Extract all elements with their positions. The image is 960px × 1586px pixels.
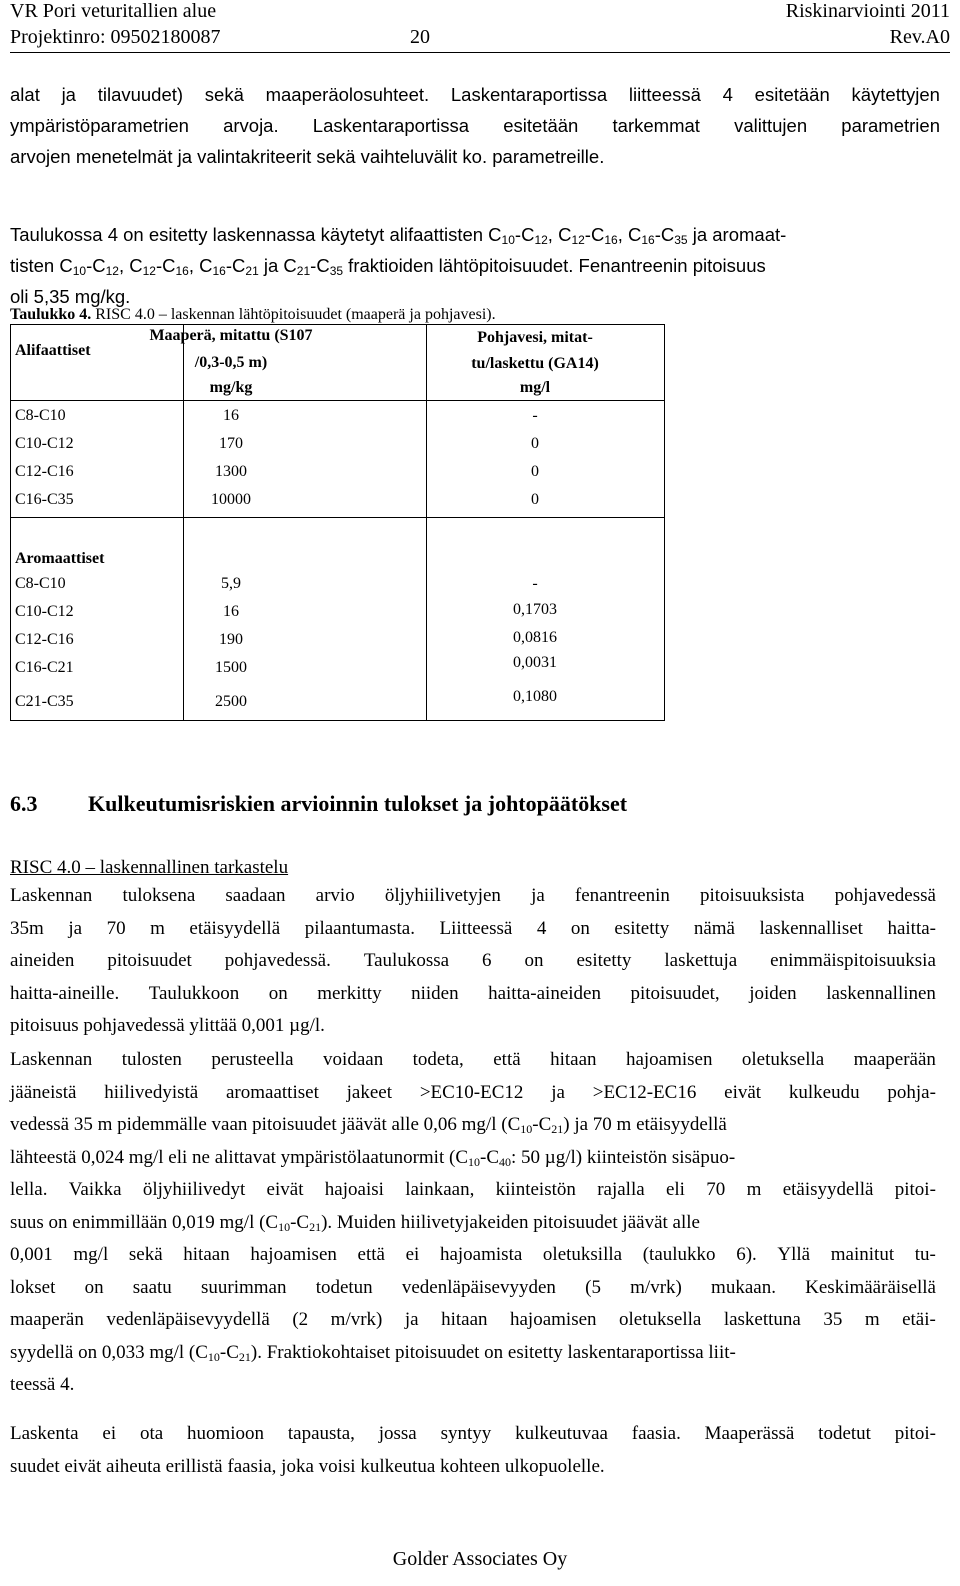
word: Liitteessä (439, 917, 513, 939)
col-header-soil-depth: /0,3-0,5 m) (194, 354, 268, 371)
word: pitoisuudet (107, 950, 192, 971)
word: Laskennan (10, 885, 93, 906)
word: esitetty (614, 917, 670, 939)
word: oletuksella (741, 1049, 825, 1070)
table-cell-soil: 16 (223, 603, 239, 620)
word: parametrien (841, 115, 940, 136)
table-cell-fraction: C12-C16 (15, 631, 74, 648)
word: ja (61, 84, 76, 105)
paragraph-results (10, 880, 936, 1043)
col-header-aliphatic: Alifaattiset (15, 342, 91, 359)
word: pitoi- (894, 1179, 936, 1200)
word: laskennalliset (759, 917, 863, 939)
word: joiden (749, 982, 797, 1004)
text-line: teessä 4. (10, 1374, 75, 1395)
word: eivät (724, 1081, 762, 1103)
paragraph-table-intro (10, 219, 786, 312)
table-cell-fraction: C10-C12 (15, 603, 74, 620)
word: tapausta, (287, 1423, 355, 1444)
word: 70 (106, 917, 126, 939)
word: on (84, 1276, 104, 1298)
col-header-soil: Maaperä, mitattu (S107 (149, 327, 313, 344)
word: saatu (132, 1276, 172, 1298)
word: arvio (315, 885, 355, 906)
text-line: arvojen menetelmät ja valintakriteerit sekä vaihteluvälit ko. parametreille. (10, 146, 605, 167)
text-line: suudet eivät aiheuta erillistä faasia, joka voisi kulkeutua kohteen ulkopuolelle. (10, 1455, 605, 1477)
word: pohjavedessä (834, 885, 936, 906)
word: hajoamisen (625, 1049, 713, 1070)
word: pilaantumasta. (304, 917, 415, 939)
justified-line (10, 1304, 936, 1337)
word: pohja- (887, 1081, 936, 1103)
word: kulkeudu (788, 1081, 860, 1103)
table-cell-water: 0 (531, 491, 539, 508)
table-cell-fraction: C16-C35 (15, 491, 74, 508)
word: tu- (914, 1244, 936, 1265)
word: pitoi- (894, 1423, 936, 1444)
word: nämä (693, 917, 735, 939)
word: eli (665, 1179, 685, 1200)
word: mukaan. (711, 1276, 776, 1298)
word: ei (405, 1244, 420, 1265)
word: laskennallinen (826, 982, 936, 1004)
table-cell-soil: 2500 (215, 693, 247, 710)
word: valittujen (734, 115, 808, 136)
word: käytettyjen (851, 84, 940, 105)
word: hajoamista (439, 1244, 523, 1265)
word: jossa (378, 1423, 417, 1444)
word: aromaattiset (226, 1081, 319, 1103)
word: m (864, 1309, 880, 1330)
word: ja (531, 885, 545, 906)
table-cell-soil: 5,9 (221, 575, 241, 592)
word: on (268, 982, 288, 1004)
justified-line (10, 1174, 936, 1207)
word: (2 (292, 1309, 309, 1330)
word: rajalla (597, 1179, 645, 1200)
table-divider (11, 517, 664, 518)
word: 70 (706, 1179, 726, 1200)
word: etäi- (902, 1309, 936, 1330)
word: faasia. (631, 1423, 681, 1444)
table-cell-soil: 1500 (215, 659, 247, 676)
paragraph-parameters (10, 79, 940, 172)
table-cell-fraction: C8-C10 (15, 575, 66, 592)
word: ja (551, 1081, 565, 1103)
col-header-groundwater: Pohjavesi, mitat- (477, 329, 593, 346)
section-heading (10, 791, 627, 817)
table-cell-soil: 190 (219, 631, 243, 648)
word: pitoisuudet, (630, 982, 720, 1004)
word: aineiden (10, 950, 75, 971)
word: liitteessä (628, 84, 701, 105)
word: (5 (585, 1276, 601, 1298)
table-cell-water: 0,1080 (513, 688, 557, 705)
word: fenantreenin (574, 885, 670, 906)
word: Yllä (777, 1244, 811, 1265)
word: ympäristöparametrien (10, 115, 189, 136)
justified-line (10, 1077, 936, 1110)
word: hitaan (441, 1309, 488, 1330)
word: perusteella (211, 1049, 294, 1070)
word: hitaan (183, 1244, 230, 1265)
col-unit-groundwater: mg/l (519, 379, 551, 396)
table-cell-fraction: C16-C21 (15, 659, 74, 676)
word: Taulukkoon (148, 982, 240, 1004)
word: lokset (10, 1276, 56, 1298)
word: öljyhiilivetyjen (384, 885, 501, 906)
word: Keskimääräisellä (805, 1276, 936, 1298)
word: 0,001 (10, 1244, 53, 1265)
table-cell-water: - (532, 407, 538, 424)
word: ja (68, 917, 83, 939)
table-cell-soil: 170 (219, 435, 243, 452)
word: huomioon (187, 1423, 265, 1444)
table-cell-water: 0 (531, 435, 539, 452)
word: arvoja. (223, 115, 279, 136)
word: pohjavedessä. (224, 950, 331, 971)
word: sekä (128, 1244, 163, 1265)
word: maaperäolosuhteet. (265, 84, 430, 105)
word: esitetty (576, 950, 632, 971)
table-cell-water: 0 (531, 463, 539, 480)
word: oletuksella (619, 1309, 702, 1330)
table-divider (426, 325, 427, 720)
word: lainkaan, (405, 1179, 475, 1200)
table-cell-soil: 16 (223, 407, 239, 424)
word: hajoaisi (324, 1179, 384, 1200)
text-line: syydellä on 0,033 mg/l $(C_{10}-C_{21})$. Fraktiokohtaiset pitoisuudet on esitetty laskentaraportissa liit- (10, 1341, 736, 1364)
text-line: suus on enimmillään 0,019 mg/l $(C_{10}-C_{21})$. Muiden hiilivetyjakeiden pitoisuudet jäävät alle (10, 1211, 700, 1234)
subheading-risc: RISC 4.0 – laskennallinen tarkastelu (10, 857, 289, 878)
word: että (357, 1244, 385, 1265)
text-line: pitoisuus pohjavedessä ylittää 0,001 µg/l. (10, 1015, 325, 1036)
word: vedenläpäisevyyden (401, 1276, 556, 1298)
word: kulkeutuvaa (515, 1423, 608, 1444)
word: maaperään (853, 1049, 936, 1070)
word: etäisyydellä (189, 917, 281, 939)
word: esitetään (503, 115, 579, 136)
table-cell-water: 0,0816 (513, 629, 557, 646)
word: Laskenta (10, 1423, 79, 1444)
word: m/vrk) (630, 1276, 682, 1298)
text-line: tisten $C_{10}-C_{12}$, $C_{12}-C_{16}$, $C_{16}-C_{21}$ ja $C_{21}-C_{35}$ fraktioiden lähtöpitoisuudet. Fenantreenin pitoisuus (10, 255, 766, 278)
word: 4 (536, 917, 547, 939)
word: mainitut (830, 1244, 895, 1265)
table-cell-fraction: C12-C16 (15, 463, 74, 480)
section-number: 6.3 (10, 791, 38, 816)
word: (taulukko (642, 1244, 716, 1265)
table-cell-fraction: C10-C12 (15, 435, 74, 452)
table-cell-water: 0,0031 (513, 654, 557, 671)
text-line: vedessä 35 m pidemmälle vaan pitoisuudet jäävät alle 0,06 mg/l $(C_{10}-C_{21})$ ja 70 m etäisyydellä (10, 1114, 727, 1136)
word: Laskennan (10, 1049, 93, 1070)
justified-line (10, 1418, 936, 1451)
word: Vaikka (68, 1179, 122, 1200)
word: jakeet (346, 1081, 393, 1103)
word: mg/l (73, 1244, 109, 1265)
word: alat (10, 84, 40, 105)
word: oletuksilla (542, 1244, 623, 1265)
word: ota (139, 1423, 164, 1444)
word: 6). (736, 1244, 757, 1265)
word: tulosten (121, 1049, 182, 1070)
word: on (524, 950, 544, 971)
justified-line (10, 1044, 936, 1077)
table-cell-soil: 1300 (215, 463, 247, 480)
word: sekä (204, 84, 244, 105)
header-project-number: Projektinro: 09502180087 (10, 26, 221, 48)
word: >EC12-EC16 (592, 1081, 697, 1103)
justified-line (10, 110, 940, 141)
justified-line (10, 1239, 936, 1272)
word: ei (102, 1423, 117, 1444)
word: hajoamisen (250, 1244, 337, 1265)
word: 6 (482, 950, 492, 971)
word: 35m (10, 917, 44, 939)
justified-line (10, 79, 940, 110)
word: haitta-aineiden (488, 982, 601, 1004)
header-divider (10, 52, 950, 53)
word: tarkemmat (612, 115, 700, 136)
word: että (493, 1049, 521, 1070)
word: syntyy (440, 1423, 492, 1444)
word: esitetään (754, 84, 830, 105)
word: ja (404, 1309, 419, 1330)
header-revision: Rev.A0 (889, 26, 950, 48)
word: niiden (411, 982, 459, 1004)
paragraph-phase (10, 1418, 936, 1483)
word: pitoisuuksista (699, 885, 805, 906)
word: laskettuja (664, 950, 738, 971)
paragraph-conclusions (10, 1044, 936, 1402)
word: suurimman (201, 1276, 287, 1298)
word: Laskentaraportissa (312, 115, 470, 136)
word: haitta- (887, 917, 936, 939)
section-title: Kulkeutumisriskien arvioinnin tulokset ja johtopäätökset (88, 791, 628, 816)
word: hiilivedyistä (104, 1081, 199, 1103)
justified-line (10, 945, 936, 978)
col-header-groundwater-site: tu/laskettu (GA14) (471, 355, 599, 372)
word: saadaan (225, 885, 286, 906)
text-line: oli 5,35 mg/kg. (10, 286, 131, 307)
word: tuloksena (122, 885, 196, 906)
word: todetut (818, 1423, 871, 1444)
word: todeta, (412, 1049, 464, 1070)
word: hajoamisen (510, 1309, 597, 1330)
word: haitta-aineille. (10, 982, 120, 1004)
word: on (570, 917, 590, 939)
word: öljyhiilivedyt (142, 1179, 246, 1200)
word: maaperän (10, 1309, 84, 1330)
table-cell-soil: 10000 (211, 491, 251, 508)
word: vedenläpäisevyydellä (106, 1309, 270, 1330)
word: laskettuna (723, 1309, 801, 1330)
text-line: Taulukossa 4 on esitetty laskennassa käytetyt alifaattisten $C_{10}-C_{12}$, $C_{12}-C_{16}$, $C_{16}-C_{35}$ ja aromaat- (10, 224, 787, 247)
justified-line (10, 880, 936, 913)
word: etäisyydellä (782, 1179, 874, 1200)
justified-line (10, 978, 936, 1011)
word: eivät (266, 1179, 304, 1200)
word: tilavuudet) (97, 84, 184, 105)
header-document-title: Riskinarviointi 2011 (785, 0, 950, 22)
word: >EC10-EC12 (419, 1081, 524, 1103)
word: todetun (315, 1276, 373, 1298)
table-cell-fraction: C8-C10 (15, 407, 66, 424)
word: m/vrk) (330, 1309, 383, 1330)
word: Laskentaraportissa (450, 84, 608, 105)
word: 35 (823, 1309, 843, 1330)
justified-line (10, 913, 936, 946)
text-line: lähteestä 0,024 mg/l eli ne alittavat ympäristölaatunormit ($C_{10}-C_{40}$: 50 µg/l) kiinteistön sisäpuo- (10, 1146, 736, 1169)
word: 4 (722, 84, 733, 105)
word: merkitty (317, 982, 382, 1004)
word: enimmäispitoisuuksia (770, 950, 936, 971)
word: kiinteistön (495, 1179, 576, 1200)
table-cell-water: 0,1703 (513, 601, 557, 618)
word: jääneistä (10, 1081, 77, 1103)
concentration-table (10, 324, 665, 721)
footer-company: Golder Associates Oy (392, 1548, 568, 1570)
word: Taulukossa (363, 950, 450, 971)
word: hitaan (550, 1049, 597, 1070)
table-divider (11, 400, 664, 401)
table-cell-water: - (532, 575, 538, 592)
word: voidaan (323, 1049, 384, 1070)
header-page-number: 20 (410, 26, 430, 48)
word: Maaperässä (704, 1423, 795, 1444)
word: m (746, 1179, 762, 1200)
table-divider (183, 325, 184, 720)
word: lella. (10, 1179, 48, 1200)
aromatic-header: Aromaattiset (15, 550, 105, 567)
justified-line (10, 1272, 936, 1305)
col-unit-soil: mg/kg (209, 379, 253, 396)
table-cell-fraction: C21-C35 (15, 693, 74, 710)
word: m (150, 917, 165, 939)
table-caption: Taulukko 4. RISC 4.0 – laskennan lähtöpitoisuudet (maaperä ja pohjavesi). (10, 306, 496, 323)
header-site-title: VR Pori veturitallien alue (10, 0, 217, 22)
